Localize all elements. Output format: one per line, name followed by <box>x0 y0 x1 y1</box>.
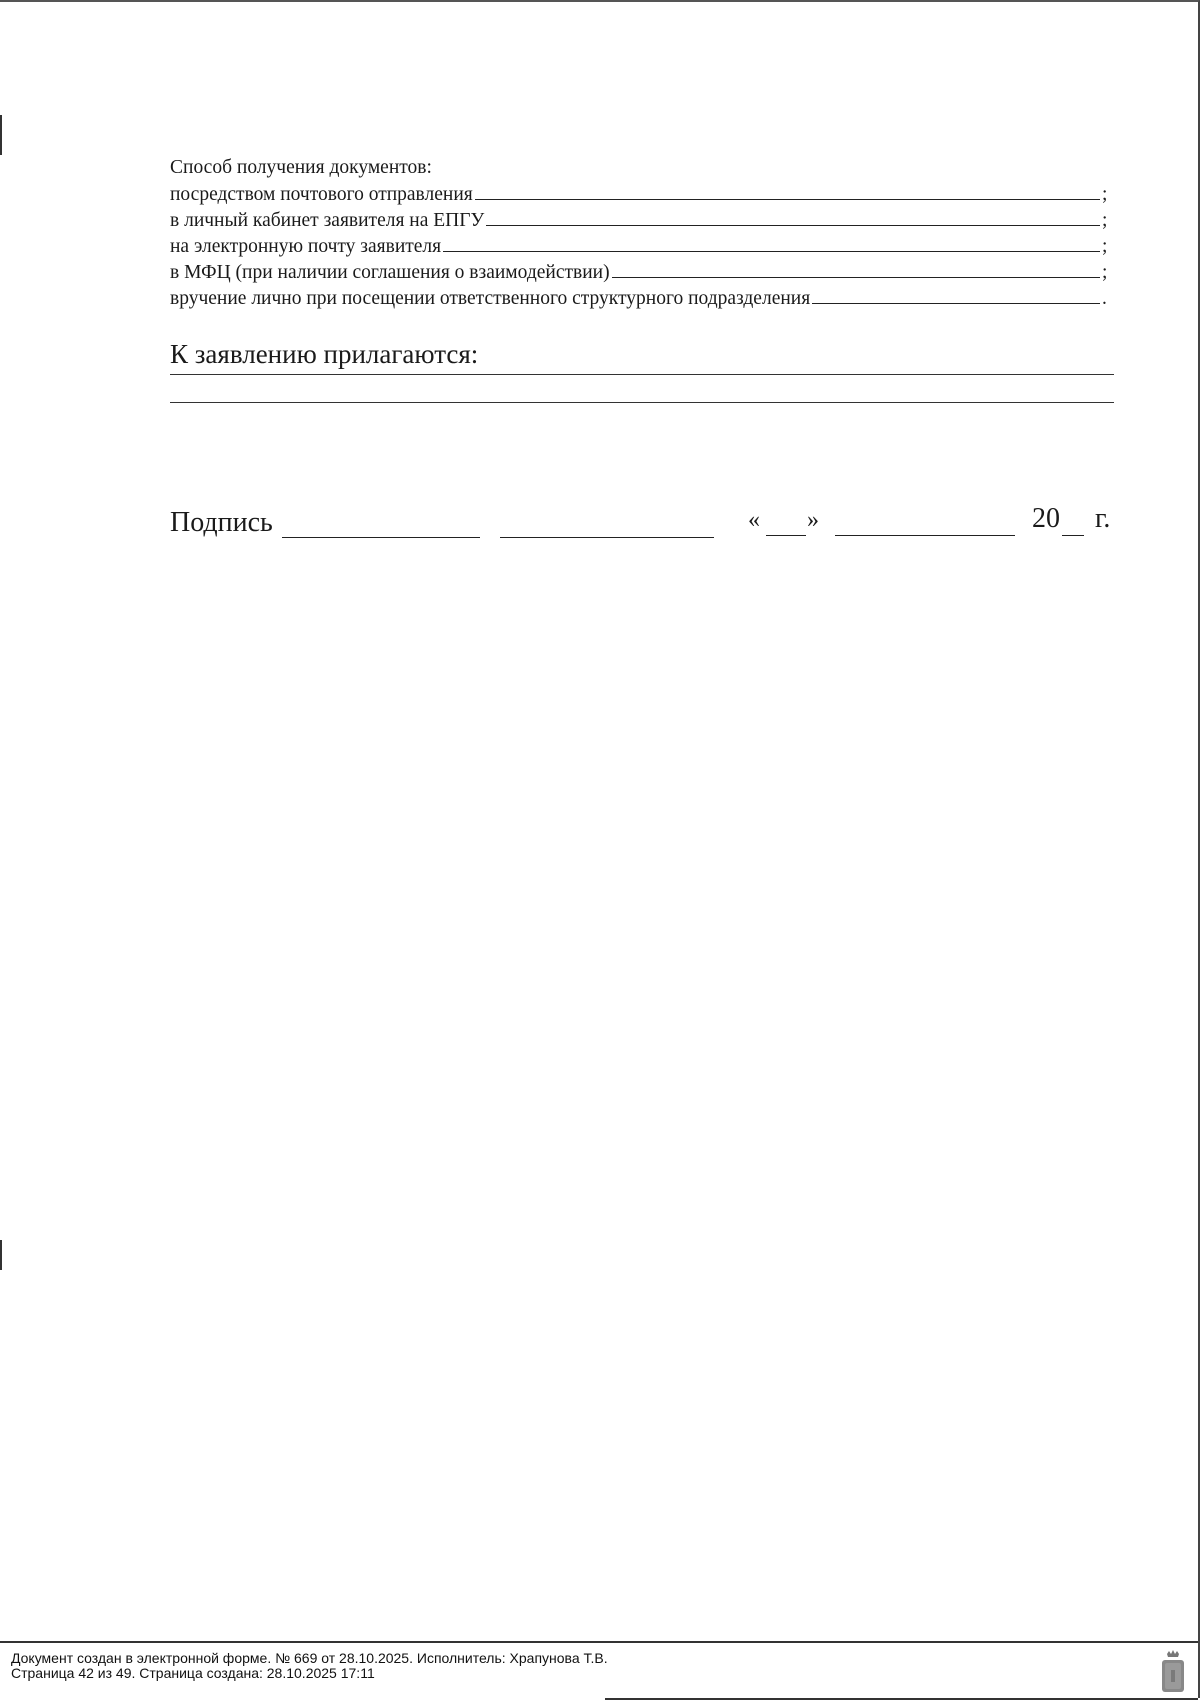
year-suffix: г. <box>1095 503 1111 534</box>
attachment-line[interactable] <box>170 402 1114 403</box>
delivery-title: Способ получения документов: <box>170 157 432 178</box>
delivery-option-label: в личный кабинет заявителя на ЕПГУ <box>170 210 485 231</box>
delivery-option-email: на электронную почту заявителя ; <box>170 233 1112 259</box>
delivery-option-label: вручение лично при посещении ответственного структурного подразделения <box>170 288 811 309</box>
delivery-option-label: посредством почтового отправления <box>170 184 473 205</box>
attachment-line[interactable] <box>170 374 1114 375</box>
month-blank[interactable] <box>835 535 1015 536</box>
delivery-option-post: посредством почтового отправления ; <box>170 181 1112 207</box>
delivery-option-in-person: вручение лично при посещении ответственного структурного подразделения . <box>170 285 1112 311</box>
fill-in-blank[interactable] <box>612 259 1100 278</box>
name-blank[interactable] <box>500 537 714 538</box>
close-quote: » <box>807 507 819 533</box>
year-blank[interactable] <box>1062 535 1084 536</box>
fill-in-blank[interactable] <box>812 285 1100 304</box>
footer-line-document: Документ создан в электронной форме. № 669 от 28.10.2025. Исполнитель: Храпунова Т.В. <box>11 1650 608 1666</box>
document-body <box>170 155 1112 403</box>
scan-edge-mark <box>0 1240 2 1270</box>
attachments-heading: К заявлению прилагаются: <box>170 339 479 369</box>
signature-row <box>170 503 1114 543</box>
delivery-option-label: на электронную почту заявителя <box>170 236 442 257</box>
fill-in-blank[interactable] <box>443 233 1100 252</box>
emblem-icon <box>1160 1650 1186 1694</box>
open-quote: « <box>748 507 760 533</box>
delivery-option-label: в МФЦ (при наличии соглашения о взаимодействии) <box>170 262 610 283</box>
signature-blank[interactable] <box>282 537 480 538</box>
scan-edge-mark <box>0 115 2 155</box>
fill-in-blank[interactable] <box>475 181 1100 200</box>
footer-line-page: Страница 42 из 49. Страница создана: 28.10.2025 17:11 <box>11 1665 375 1681</box>
delivery-option-mfc: в МФЦ (при наличии соглашения о взаимодействии) ; <box>170 259 1112 285</box>
year-prefix: 20 <box>1032 503 1060 534</box>
day-blank[interactable] <box>766 535 806 536</box>
footer-text <box>11 1651 608 1681</box>
footer-stamp <box>0 1641 1198 1700</box>
fill-in-blank[interactable] <box>486 207 1100 226</box>
signature-label: Подпись <box>170 507 273 538</box>
delivery-option-epgu: в личный кабинет заявителя на ЕПГУ ; <box>170 207 1112 233</box>
